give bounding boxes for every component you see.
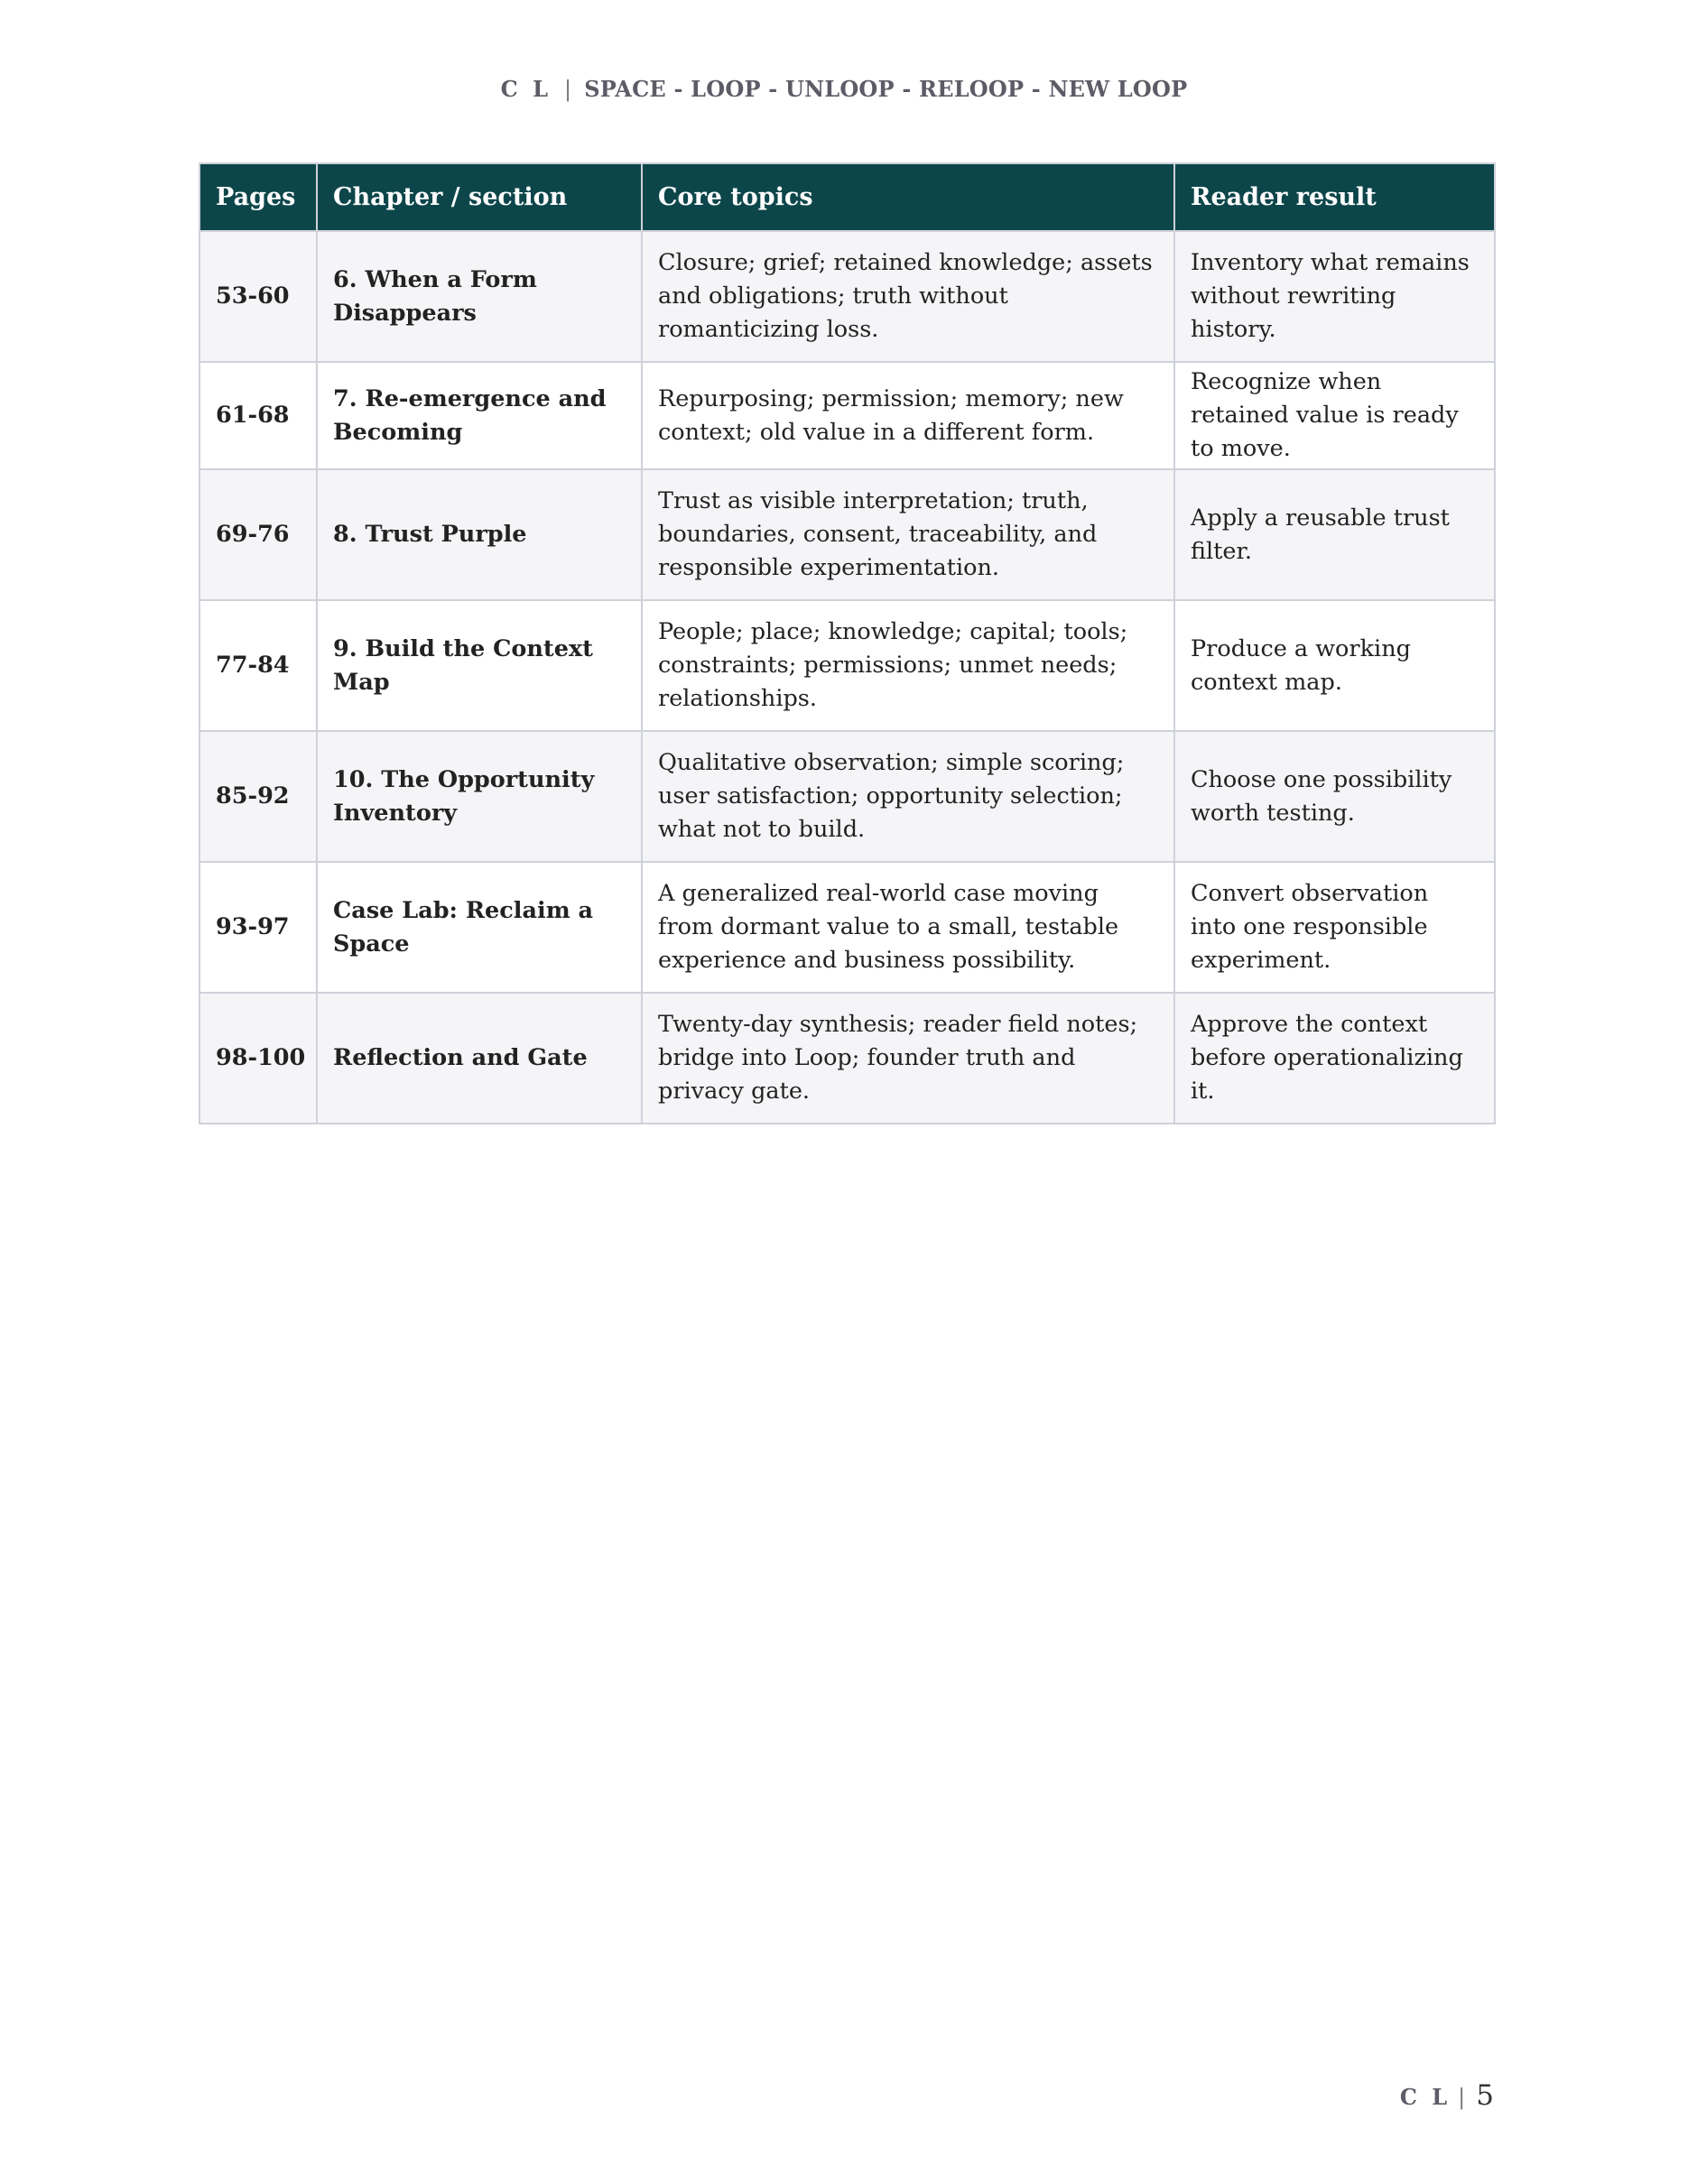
table-row xyxy=(199,469,1495,600)
table-row xyxy=(199,862,1495,993)
column-header-result: Reader result xyxy=(1174,163,1495,231)
topics-cell: People; place; knowledge; capital; tools; constraints; permissions; unmet needs; relationships. xyxy=(642,600,1174,731)
pages-cell: 77-84 xyxy=(199,600,317,731)
topics-cell: Trust as visible interpretation; truth, boundaries, consent, traceability, and responsible experimentation. xyxy=(642,469,1174,600)
result-cell: Choose one possibility worth testing. xyxy=(1174,731,1495,862)
page-number: 5 xyxy=(1476,2079,1494,2112)
pages-cell: 85-92 xyxy=(199,731,317,862)
topics-cell: Repurposing; permission; memory; new context; old value in a different form. xyxy=(642,362,1174,469)
pages-cell: 98-100 xyxy=(199,993,317,1124)
result-cell: Apply a reusable trust filter. xyxy=(1174,469,1495,600)
chapter-cell: Case Lab: Reclaim a Space xyxy=(317,862,642,993)
topics-cell: Qualitative observation; simple scoring; user satisfaction; opportunity selection; what not to build. xyxy=(642,731,1174,862)
header-brand: C L xyxy=(500,76,552,102)
footer-brand: C L xyxy=(1399,2084,1451,2110)
topics-cell: Closure; grief; retained knowledge; assets and obligations; truth without romanticizing loss. xyxy=(642,231,1174,362)
footer-separator: | xyxy=(1458,2085,1466,2110)
column-header-topics: Core topics xyxy=(642,163,1174,231)
result-cell: Produce a working context map. xyxy=(1174,600,1495,731)
table-row xyxy=(199,731,1495,862)
running-footer xyxy=(1400,2079,1494,2112)
topics-cell: Twenty-day synthesis; reader field notes; bridge into Loop; founder truth and privacy gate. xyxy=(642,993,1174,1124)
table-row xyxy=(199,362,1495,469)
running-header xyxy=(0,76,1688,102)
column-header-chapter: Chapter / section xyxy=(317,163,642,231)
chapter-cell: 6. When a Form Disappears xyxy=(317,231,642,362)
pages-cell: 53-60 xyxy=(199,231,317,362)
result-cell: Inventory what remains without rewriting history. xyxy=(1174,231,1495,362)
result-cell: Convert observation into one responsible experiment. xyxy=(1174,862,1495,993)
chapter-cell: 10. The Opportunity Inventory xyxy=(317,731,642,862)
header-separator: | xyxy=(563,77,572,102)
pages-cell: 61-68 xyxy=(199,362,317,469)
pages-cell: 69-76 xyxy=(199,469,317,600)
chapter-cell: 9. Build the Context Map xyxy=(317,600,642,731)
table-row xyxy=(199,600,1495,731)
table-row xyxy=(199,231,1495,362)
topics-cell: A generalized real-world case moving from dormant value to a small, testable experience and business possibility. xyxy=(642,862,1174,993)
chapter-cell: Reflection and Gate xyxy=(317,993,642,1124)
contents-table xyxy=(199,162,1496,1124)
chapter-cell: 8. Trust Purple xyxy=(317,469,642,600)
table-row xyxy=(199,993,1495,1124)
header-title: SPACE - LOOP - UNLOOP - RELOOP - NEW LOOP xyxy=(584,76,1188,102)
column-header-pages: Pages xyxy=(199,163,317,231)
pages-cell: 93-97 xyxy=(199,862,317,993)
result-cell: Recognize when retained value is ready to move. xyxy=(1174,362,1495,469)
table-header-row xyxy=(199,163,1495,231)
chapter-cell: 7. Re-emergence and Becoming xyxy=(317,362,642,469)
result-cell: Approve the context before operationalizing it. xyxy=(1174,993,1495,1124)
